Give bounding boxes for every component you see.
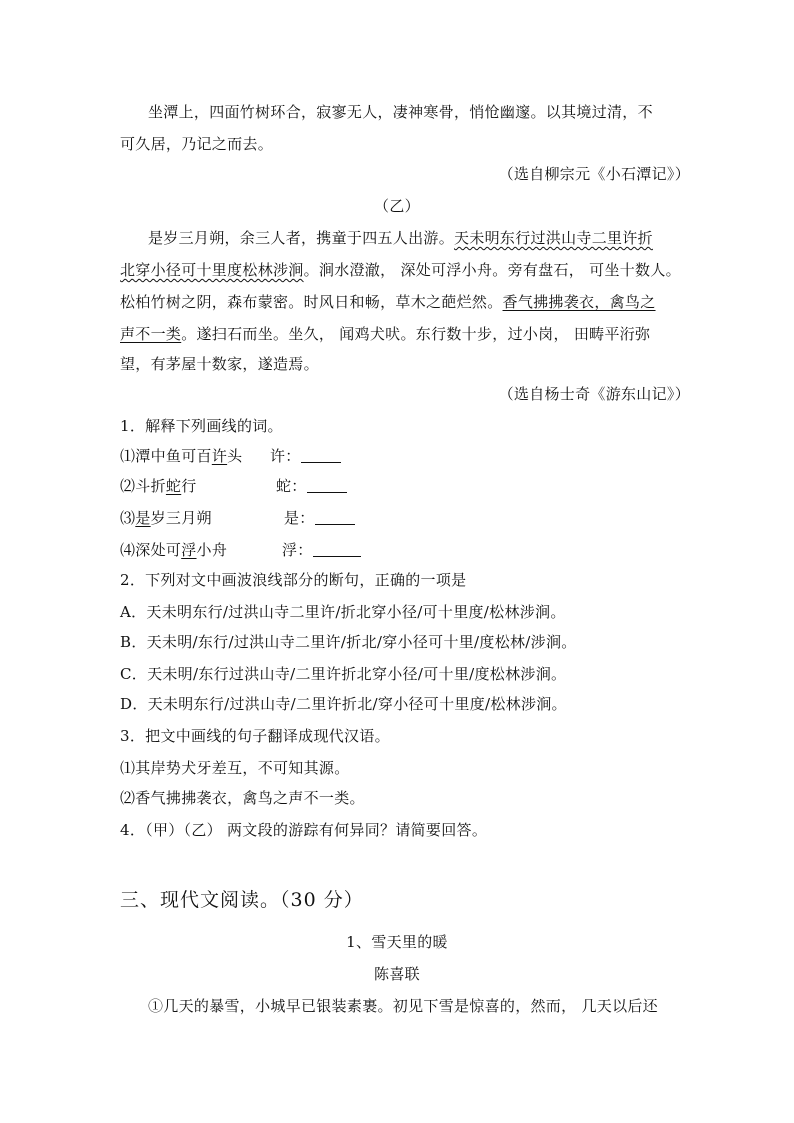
yi-line2-plain: 。涧水澄澈， 深处可浮小舟。旁有盘石， 可坐十数人。 bbox=[303, 261, 681, 279]
q1-item-2-word: 蛇 bbox=[165, 477, 182, 495]
q1-item-2-blank[interactable] bbox=[307, 478, 347, 493]
q1-item-2: ⑵斗折蛇行 蛇： bbox=[120, 476, 347, 496]
q3-item-1: ⑴其岸势犬牙差互，不可知其源。 bbox=[120, 759, 350, 777]
yi-heading: （乙） bbox=[374, 197, 420, 215]
yi-line3-plain: 松柏竹树之阴，森布蒙密。时风日和畅，草木之葩烂然。 bbox=[120, 293, 503, 311]
yi-text-line-5: 望，有茅屋十数家，遂造焉。 bbox=[120, 355, 319, 373]
article-title: 1、雪天里的暖 bbox=[346, 933, 448, 951]
q1-title: 1．解释下列画线的词。 bbox=[120, 417, 283, 435]
yi-text-line-3 bbox=[120, 292, 656, 312]
article-author: 陈喜联 bbox=[374, 965, 420, 983]
q2-title: 2．下列对文中画波浪线部分的断句，正确的一项是 bbox=[120, 571, 467, 589]
q1-item-3: ⑶是岁三月朔 是： bbox=[120, 508, 355, 528]
q4-title: 4．（甲）（乙） 两文段的游踪有何异同？请简要回答。 bbox=[120, 821, 488, 839]
q1-item-3-word: 是 bbox=[135, 509, 151, 527]
yi-line1-plain: 是岁三月朔，余三人者，携童于四五人出游。 bbox=[148, 229, 455, 247]
yi-line4-underlined: 声不一类 bbox=[120, 325, 182, 343]
jia-text-line-1: 坐潭上，四面竹树环合，寂寥无人，凄神寒骨，悄怆幽邃。以其境过清，不 bbox=[148, 103, 653, 121]
q1-item-3-blank[interactable] bbox=[315, 510, 355, 525]
yi-text-line-1 bbox=[148, 228, 653, 248]
yi-text-line-2 bbox=[120, 260, 681, 280]
q1-item-3-key: 是： bbox=[284, 509, 315, 527]
q1-item-1: ⑴潭中鱼可百许头 许： bbox=[120, 446, 341, 466]
q2-option-c: C．天未明/东行过洪山寺/二里许折北穿小径/可十里/度松林涉涧。 bbox=[120, 665, 567, 683]
q1-item-4: ⑷深处可浮小舟 浮： bbox=[120, 540, 361, 560]
q2-option-b: B．天未明/东行/过洪山寺二里许/折北/穿小径可十里/度松林/涉涧。 bbox=[120, 633, 577, 651]
yi-text-line-4 bbox=[120, 324, 650, 344]
jia-text-line-2: 可久居，乃记之而去。 bbox=[120, 135, 274, 153]
jia-source: （选自柳宗元《小石潭记》） bbox=[498, 165, 690, 183]
q1-item-4-blank[interactable] bbox=[313, 542, 361, 557]
yi-line2-wavy: 北穿小径可十里度松林涉涧 bbox=[120, 261, 304, 279]
q1-item-1-word: 许 bbox=[211, 447, 228, 465]
q2-option-d: D．天未明东行/过洪山寺/二里许折北/穿小径可十里度/松林涉涧。 bbox=[120, 695, 567, 713]
q1-item-1-blank[interactable] bbox=[301, 448, 341, 463]
yi-source: （选自杨士奇《游东山记》） bbox=[498, 385, 690, 403]
q1-item-4-key: 浮： bbox=[282, 541, 313, 559]
section3-heading: 三、现代文阅读。（30 分） bbox=[120, 889, 364, 911]
q1-item-4-word: 浮 bbox=[181, 541, 197, 559]
q3-title: 3．把文中画线的句子翻译成现代汉语。 bbox=[120, 727, 390, 745]
q2-option-a: A．天未明东行/过洪山寺二里许/折北穿小径/可十里度/松林涉涧。 bbox=[120, 603, 566, 621]
q1-item-1-key: 许： bbox=[270, 447, 301, 465]
q1-item-2-key: 蛇： bbox=[276, 477, 307, 495]
yi-line1-wavy: 天未明东行过洪山寺二里许折 bbox=[454, 229, 653, 247]
yi-line4-plain: 。遂扫石而坐。坐久， 闻鸡犬吠。东行数十步，过小岗， 田畴平洐弥 bbox=[181, 325, 651, 343]
q3-item-2: ⑵香气拂拂袭衣，禽鸟之声不一类。 bbox=[120, 789, 365, 807]
article-paragraph-1: ①几天的暴雪，小城早已银装素裹。初见下雪是惊喜的，然而， 几天以后还 bbox=[148, 997, 658, 1015]
yi-line3-underlined: 香气拂拂袭衣，禽鸟之 bbox=[502, 293, 656, 311]
